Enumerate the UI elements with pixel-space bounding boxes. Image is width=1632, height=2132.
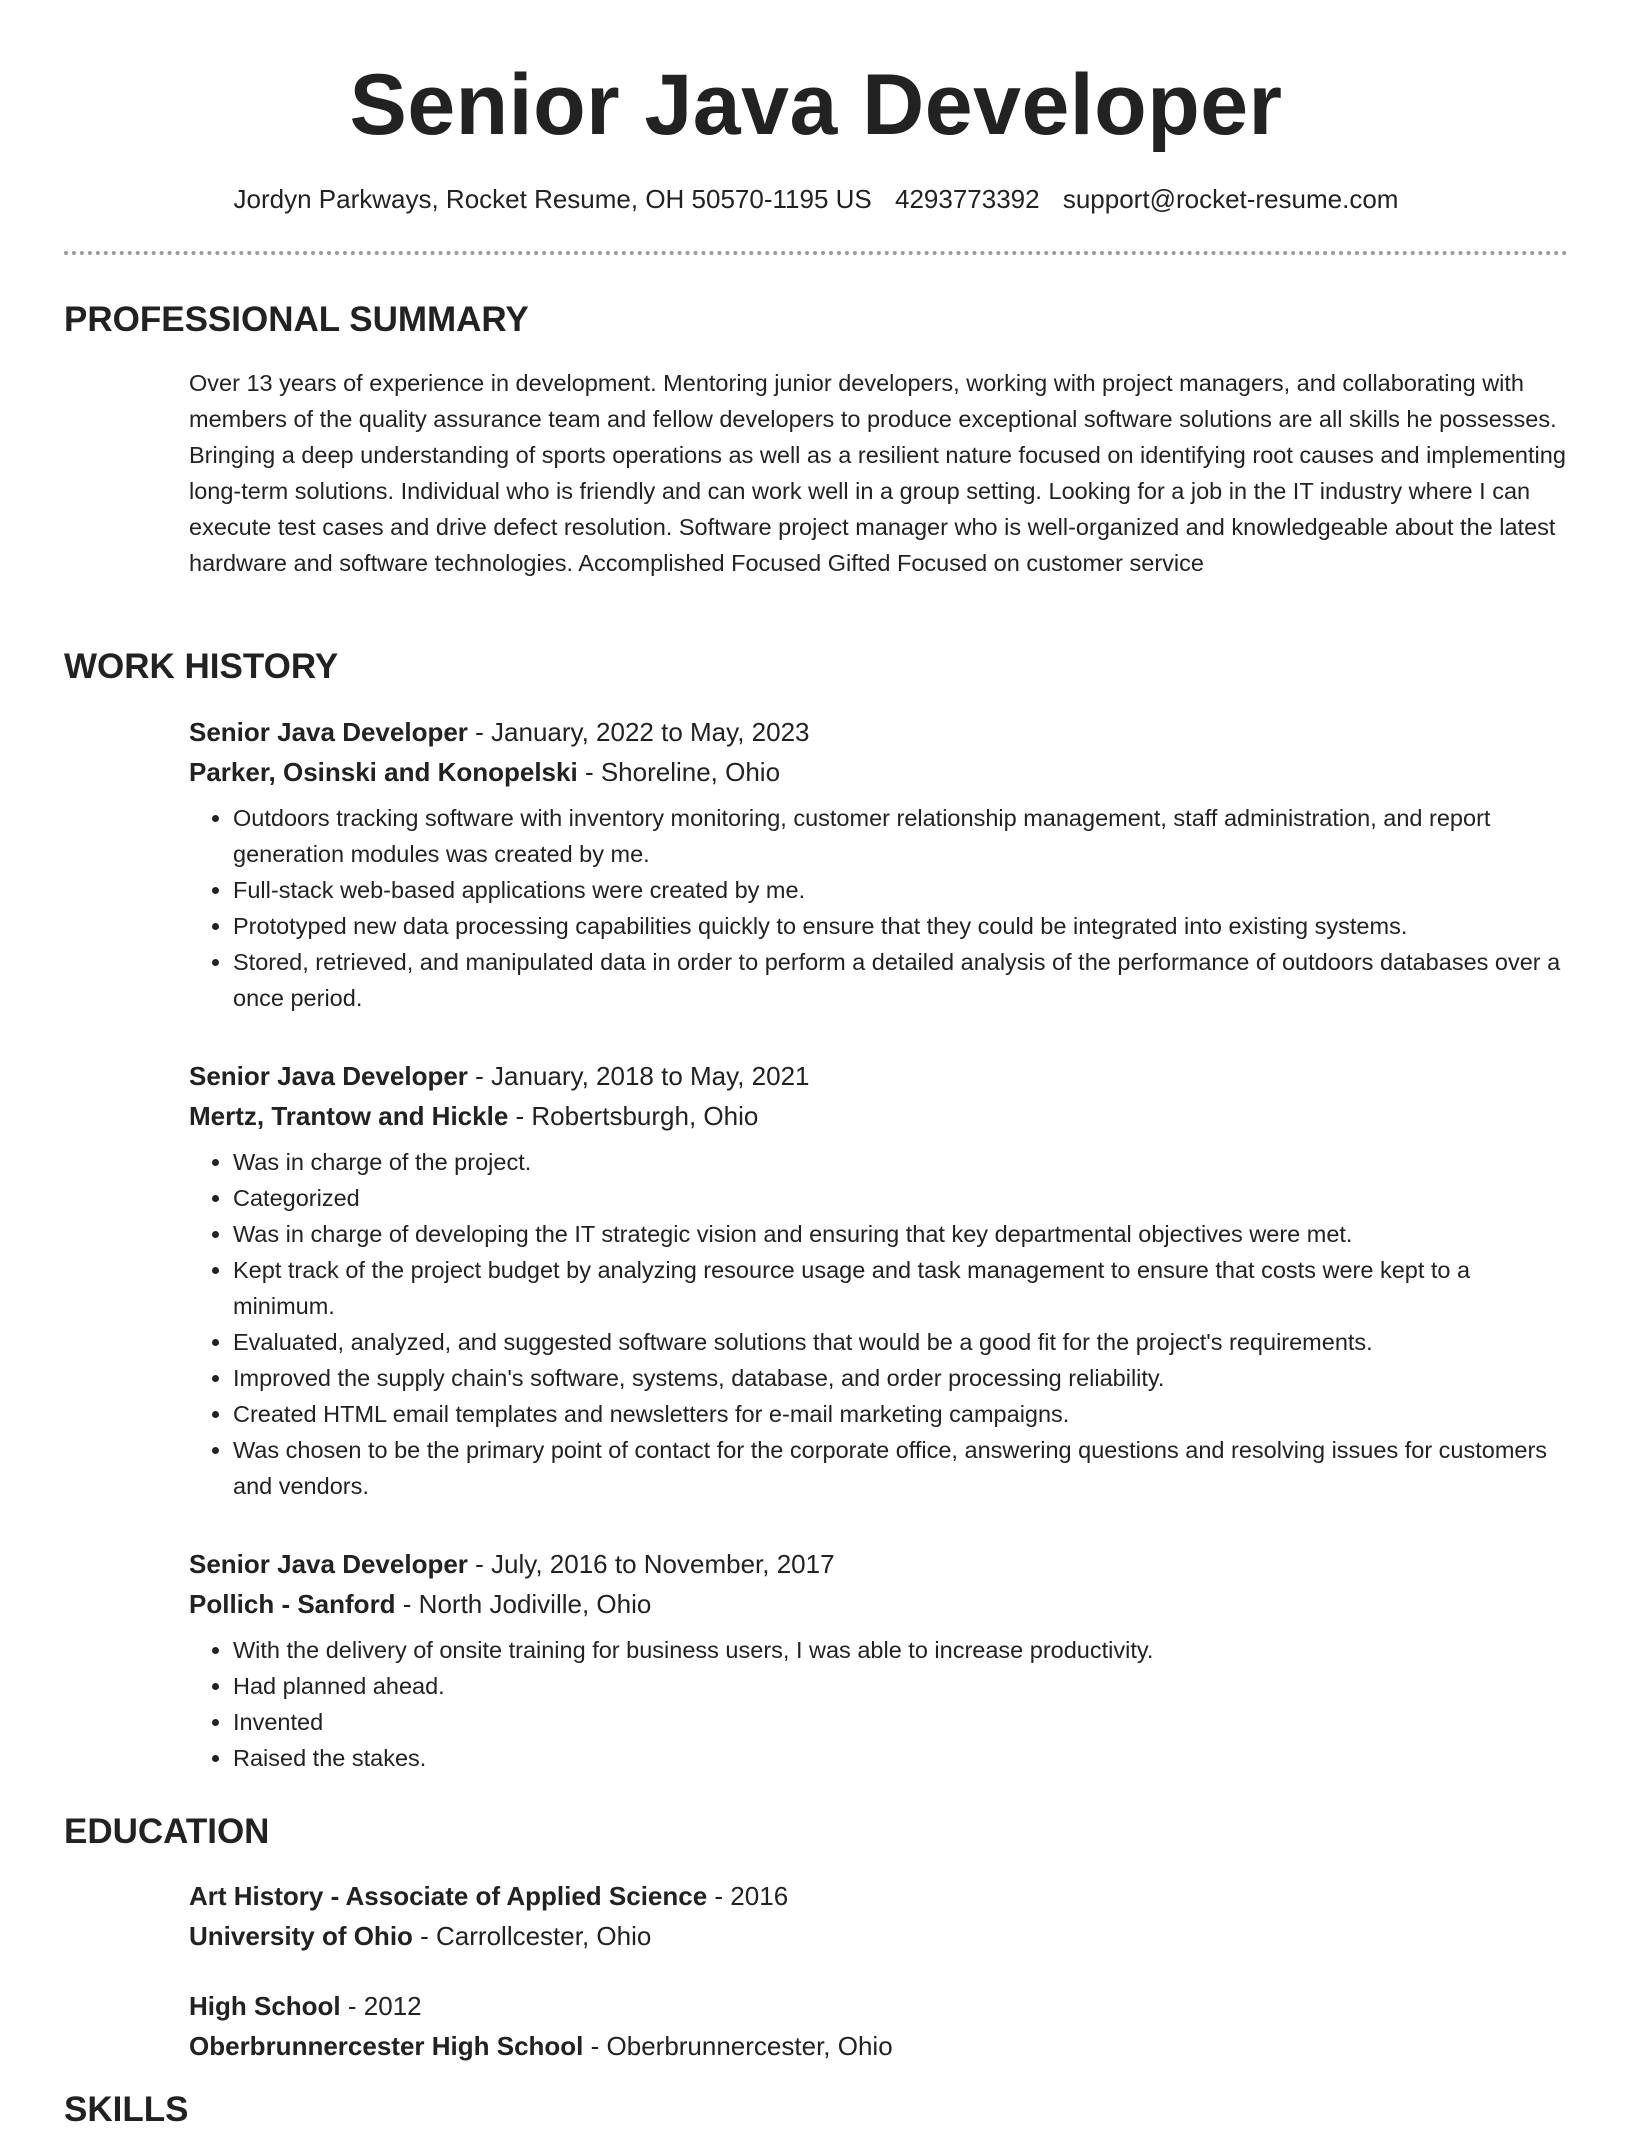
job-entry [189, 1544, 1569, 1776]
section-title-work-history: WORK HISTORY [64, 647, 339, 686]
job-role: Senior Java Developer [189, 1549, 468, 1579]
section-title-summary: PROFESSIONAL SUMMARY [64, 300, 529, 339]
job-bullet: • Outdoors tracking software with inventory monitoring, customer relationship management, staff administration, and report generation modules was created by me. [233, 800, 1569, 872]
education-location: - Carrollcester, Ohio [412, 1921, 652, 1951]
education-school: University of Ohio [189, 1921, 413, 1951]
job-bullet: • Full-stack web-based applications were created by me. [233, 872, 1569, 908]
job-bullet: • Evaluated, analyzed, and suggested software solutions that would be a good fit for the project's requirements. [233, 1324, 1569, 1360]
resume-name-title: Senior Java Developer [349, 57, 1283, 153]
job-dates: - January, 2018 to May, 2021 [467, 1061, 810, 1091]
job-bullet: • Invented [233, 1704, 1569, 1740]
job-company-line [189, 752, 1569, 792]
education-location: - Oberbrunnercester, Ohio [583, 2031, 893, 2061]
contact-email: support@rocket-resume.com [1062, 184, 1399, 214]
job-bullet: • With the delivery of onsite training for business users, I was able to increase productivity. [233, 1632, 1569, 1668]
job-company: Mertz, Trantow and Hickle [189, 1101, 509, 1131]
education-school-line [189, 1916, 1569, 1956]
education-entry [189, 1876, 1569, 1956]
job-dates: - July, 2016 to November, 2017 [467, 1549, 835, 1579]
contact-line [0, 181, 1632, 217]
job-company-line [189, 1584, 1569, 1624]
job-bullet: • Was in charge of developing the IT strategic vision and ensuring that key departmental objectives were met. [233, 1216, 1569, 1252]
job-bullet-list [189, 800, 1569, 1016]
job-location: - Shoreline, Ohio [577, 757, 781, 787]
job-role: Senior Java Developer [189, 1061, 468, 1091]
job-bullet: • Created HTML email templates and newsletters for e-mail marketing campaigns. [233, 1396, 1569, 1432]
section-title-education: EDUCATION [64, 1812, 270, 1851]
section-title-skills: SKILLS [64, 2090, 189, 2129]
job-company: Parker, Osinski and Konopelski [189, 757, 578, 787]
job-bullet: • Had planned ahead. [233, 1668, 1569, 1704]
job-entry [189, 1056, 1569, 1504]
job-bullet: • Stored, retrieved, and manipulated data in order to perform a detailed analysis of the performance of outdoors databases over a once period. [233, 944, 1569, 1016]
job-company-line [189, 1096, 1569, 1136]
job-dates: - January, 2022 to May, 2023 [467, 717, 810, 747]
education-school: Oberbrunnercester High School [189, 2031, 584, 2061]
education-degree: High School [189, 1991, 341, 2021]
contact-phone: 4293773392 [895, 184, 1040, 214]
education-degree-line [189, 1986, 1569, 2026]
header-divider [64, 251, 1568, 255]
job-location: - Robertsburgh, Ohio [508, 1101, 759, 1131]
job-role: Senior Java Developer [189, 717, 468, 747]
job-company: Pollich - Sanford [189, 1589, 396, 1619]
job-location: - North Jodiville, Ohio [395, 1589, 652, 1619]
job-bullet-list [189, 1144, 1569, 1504]
education-year: - 2016 [707, 1881, 789, 1911]
job-bullet: • Was chosen to be the primary point of contact for the corporate office, answering questions and resolving issues for customers and vendors. [233, 1432, 1569, 1504]
education-school-line [189, 2026, 1569, 2066]
job-title-line [189, 1544, 1569, 1584]
education-degree: Art History - Associate of Applied Science [189, 1881, 708, 1911]
job-bullet: • Categorized [233, 1180, 1569, 1216]
job-bullet: • Improved the supply chain's software, systems, database, and order processing reliability. [233, 1360, 1569, 1396]
summary-text: Over 13 years of experience in development. Mentoring junior developers, working with project managers, and collaborating with members of the quality assurance team and fellow developers to produce exceptional software solutions are all skills he possesses. Bringing a deep understanding of sports operations as well as a resilient nature focused on identifying root causes and implementing long-term solutions. Individual who is friendly and can work well in a group setting. Looking for a job in the IT industry where I can execute test cases and drive defect resolution. Software project manager who is well-organized and knowledgeable about the latest hardware and software technologies. Accomplished Focused Gifted Focused on customer service [189, 370, 1566, 576]
job-title-line [189, 1056, 1569, 1096]
job-bullet: • Prototyped new data processing capabilities quickly to ensure that they could be integrated into existing systems. [233, 908, 1569, 944]
education-entry [189, 1986, 1569, 2066]
job-bullet-list [189, 1632, 1569, 1776]
education-year: - 2012 [340, 1991, 422, 2021]
job-bullet: • Raised the stakes. [233, 1740, 1569, 1776]
job-bullet: • Was in charge of the project. [233, 1144, 1569, 1180]
education-degree-line [189, 1876, 1569, 1916]
contact-address: Jordyn Parkways, Rocket Resume, OH 50570-1195 US [233, 184, 872, 214]
job-bullet: • Kept track of the project budget by analyzing resource usage and task management to ensure that costs were kept to a minimum. [233, 1252, 1569, 1324]
job-title-line [189, 712, 1569, 752]
job-entry [189, 712, 1569, 1016]
